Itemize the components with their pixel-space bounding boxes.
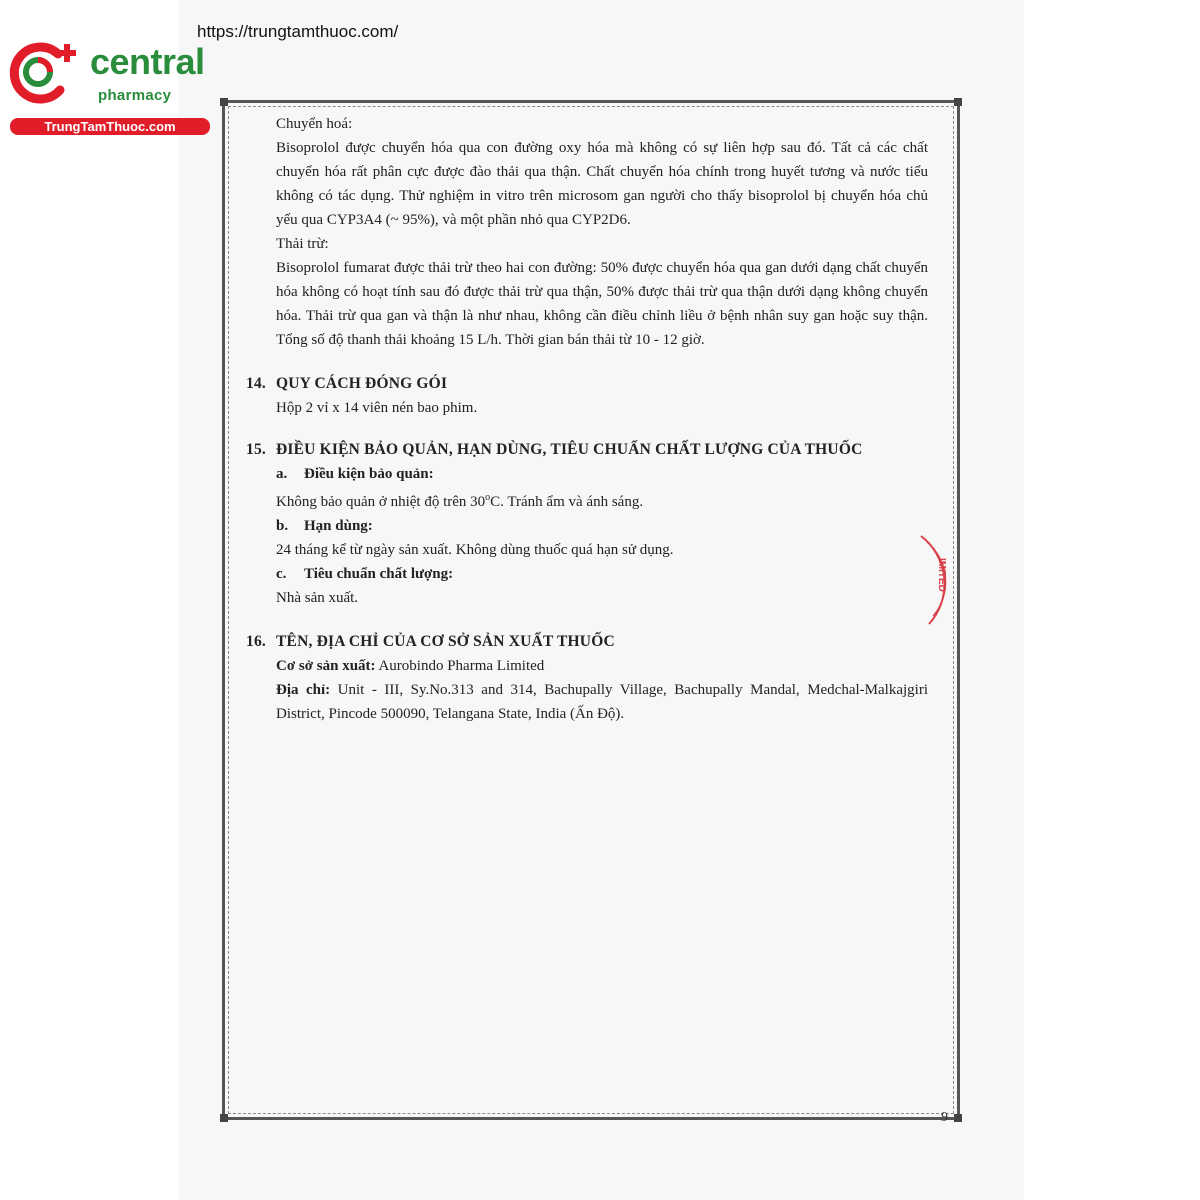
quality-standard-subheading [276,562,928,586]
section-number: 14. [246,375,266,392]
document-body [246,112,928,726]
sub-letter: b. [276,518,289,534]
sub-title: Tiêu chuẩn chất lượng: [304,566,454,582]
quality-standard-text: Nhà sản xuất. [276,590,359,606]
manufacturer-value: Aurobindo Pharma Limited [375,658,545,674]
address-value: Unit - III, Sy.No.313 and 314, Bachupally Village, Bachupally Mandal, Medchal-Malkajgiri District, Pincode 500090, Telangana State, India (Ấn Độ). [276,682,928,722]
storage-text-post: C. Tránh ẩm và ánh sáng. [490,494,644,510]
frame-corner [954,98,962,106]
storage-text [276,486,928,514]
storage-text-pre: Không bảo quản ở nhiệt độ trên 30 [276,494,486,510]
shelf-life-text: 24 tháng kể từ ngày sản xuất. Không dùng thuốc quá hạn sử dụng. [276,542,674,558]
metabolism-label: Chuyển hoá: [276,116,353,132]
storage-subheading [276,462,928,486]
manufacturer-line [276,654,928,678]
frame-corner [954,1114,962,1122]
metabolism-paragraph: Bisoprolol được chuyển hóa qua con đường oxy hóa mà không có sự liên hợp sau đó. Tất cả các chất chuyển hóa rất phân cực được đào thải qua thận. Chất chuyển hóa chính trong huyết tương và nước tiểu không có tác dụng. Thử nghiệm in vitro trên microsom gan người cho thấy bisoprolol bị chuyển hóa chủ yếu qua CYP3A4 (~ 95%), và một phần nhỏ qua CYP2D6. [276,140,928,228]
shelf-life-subheading [276,514,928,538]
sub-letter: a. [276,466,288,482]
frame-corner [220,98,228,106]
central-pharmacy-logo[interactable] [8,38,213,138]
page-number: 9 [941,1110,948,1125]
section-14-heading [246,372,928,396]
stamp-text: IMITED [936,558,947,592]
section-title: ĐIỀU KIỆN BẢO QUẢN, HẠN DÙNG, TIÊU CHUẨN CHẤT LƯỢNG CỦA THUỐC [276,441,863,458]
sub-title: Điều kiện bảo quản: [304,466,434,482]
brand-subtitle: pharmacy [98,87,172,104]
elimination-paragraph: Bisoprolol fumarat được thải trừ theo hai con đường: 50% được chuyển hóa qua gan dưới dạng chất chuyển hóa không có hoạt tính sau đó được thải trừ qua thận, 50% được thải trừ qua thận dưới dạng không chuyển hóa. Thải trừ qua gan và thận là như nhau, không cần điều chỉnh liều ở bệnh nhân suy gan hoặc suy thận. Tổng số độ thanh thải khoảng 15 L/h. Thời gian bán thải từ 10 - 12 giờ. [276,260,928,348]
degree-sup: o [485,492,491,503]
elimination-label: Thải trừ: [276,236,329,252]
brand-banner: TrungTamThuoc.com [10,118,210,135]
address-line [276,678,928,726]
sub-title: Hạn dùng: [304,518,373,534]
address-label: Địa chỉ: [276,682,331,698]
section-title: QUY CÁCH ĐÓNG GÓI [276,375,448,392]
section-15-heading [246,438,928,462]
sub-letter: c. [276,566,287,582]
manufacturer-label: Cơ sở sản xuất: [276,658,376,674]
section-16-heading [246,630,928,654]
pharmacy-cross-c-icon [8,38,86,108]
section-number: 16. [246,633,266,650]
section-title: TÊN, ĐỊA CHỈ CỦA CƠ SỞ SẢN XUẤT THUỐC [276,633,615,650]
section-number: 15. [246,441,266,458]
company-stamp [913,532,957,628]
frame-corner [220,1114,228,1122]
source-url[interactable]: https://trungtamthuoc.com/ [197,22,399,41]
brand-name: central [90,41,205,82]
packaging-text: Hộp 2 vỉ x 14 viên nén bao phim. [276,400,478,416]
